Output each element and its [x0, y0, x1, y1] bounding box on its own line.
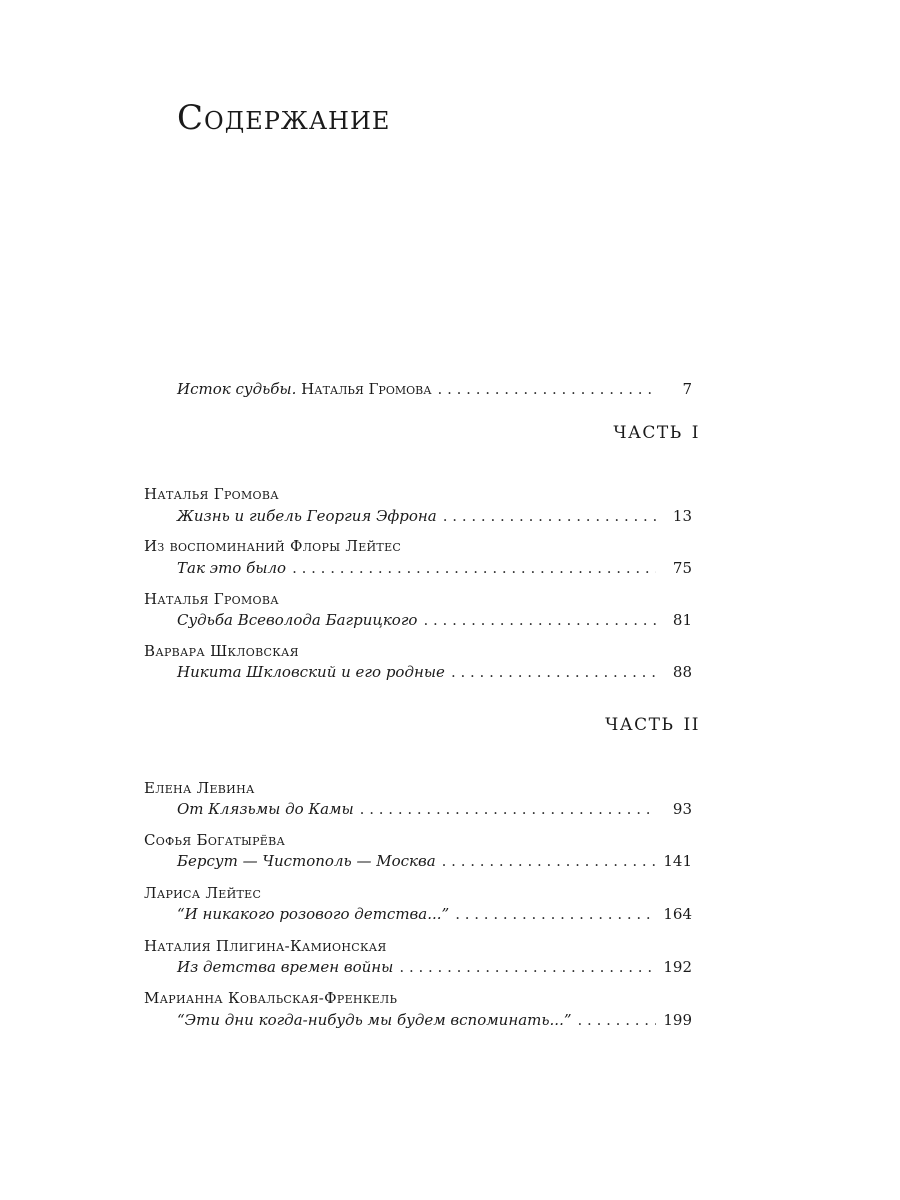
toc-entry[interactable]: [177, 905, 692, 923]
leader-dots: [451, 663, 656, 681]
toc-entry[interactable]: [177, 507, 692, 525]
toc-entry[interactable]: [177, 852, 692, 870]
page-title: Содержание: [177, 98, 391, 138]
toc-entry-title: Исток судьбы. Наталья Громова: [177, 380, 432, 398]
part-heading-1: часть i: [613, 416, 700, 444]
toc-entry[interactable]: [177, 800, 692, 818]
toc-entry[interactable]: [177, 611, 692, 629]
leader-dots: [360, 800, 656, 818]
toc-entry-title: Судьба Всеволода Багрицкого: [177, 611, 418, 629]
toc-entry-title: Из детства времен войны: [177, 958, 394, 976]
toc-entry-page: 164: [663, 905, 692, 923]
leader-dots: [455, 905, 656, 923]
toc-entry-page: 88: [672, 663, 692, 681]
leader-dots: [399, 958, 656, 976]
toc-entry-title: От Клязьмы до Камы: [177, 800, 354, 818]
toc-entry-page: 81: [672, 611, 692, 629]
toc-entry-author: Марианна Ковальская-Френкель: [144, 989, 398, 1007]
toc-entry-page: 141: [663, 852, 692, 870]
toc-entry-title: “И никакого розового детства...”: [177, 905, 450, 923]
leader-dots: [578, 1011, 656, 1029]
leader-dots: [292, 559, 656, 577]
toc-intro-entry[interactable]: [177, 380, 692, 398]
toc-entry-page: 7: [682, 380, 692, 398]
toc-entry-author: Наталья Громова: [144, 485, 279, 503]
toc-entry-title: Берсут — Чистополь — Москва: [177, 852, 436, 870]
toc-entry-page: 192: [663, 958, 692, 976]
leader-dots: [423, 611, 656, 629]
toc-entry-title: Так это было: [177, 559, 287, 577]
part-heading-2: часть ii: [605, 708, 700, 736]
toc-entry-author: Наталья Громова: [301, 380, 432, 398]
leader-dots: [442, 852, 656, 870]
toc-entry[interactable]: [177, 663, 692, 681]
toc-entry-title: “Эти дни когда-нибудь мы будем вспоминать...”: [177, 1011, 572, 1029]
toc-entry-page: 13: [672, 507, 692, 525]
toc-entry-page: 75: [672, 559, 692, 577]
leader-dots: [438, 380, 656, 398]
toc-entry-page: 93: [672, 800, 692, 818]
toc-entry[interactable]: [177, 1011, 692, 1029]
toc-entry[interactable]: [177, 958, 692, 976]
toc-entry-author: Лариса Лейтес: [144, 884, 262, 902]
toc-entry-author: Наталья Громова: [144, 590, 279, 608]
toc-entry[interactable]: [177, 559, 692, 577]
toc-entry-author: Из воспоминаний Флоры Лейтес: [144, 537, 402, 555]
toc-entry-author: Софья Богатырёва: [144, 831, 286, 849]
toc-entry-title: Жизнь и гибель Георгия Эфрона: [177, 507, 437, 525]
toc-entry-author: Варвара Шкловская: [144, 642, 299, 660]
toc-entry-author: Наталия Плигина-Камионская: [144, 937, 387, 955]
toc-entry-page: 199: [663, 1011, 692, 1029]
toc-entry-author: Елена Левина: [144, 779, 255, 797]
toc-entry-title: Никита Шкловский и его родные: [177, 663, 445, 681]
leader-dots: [443, 507, 656, 525]
